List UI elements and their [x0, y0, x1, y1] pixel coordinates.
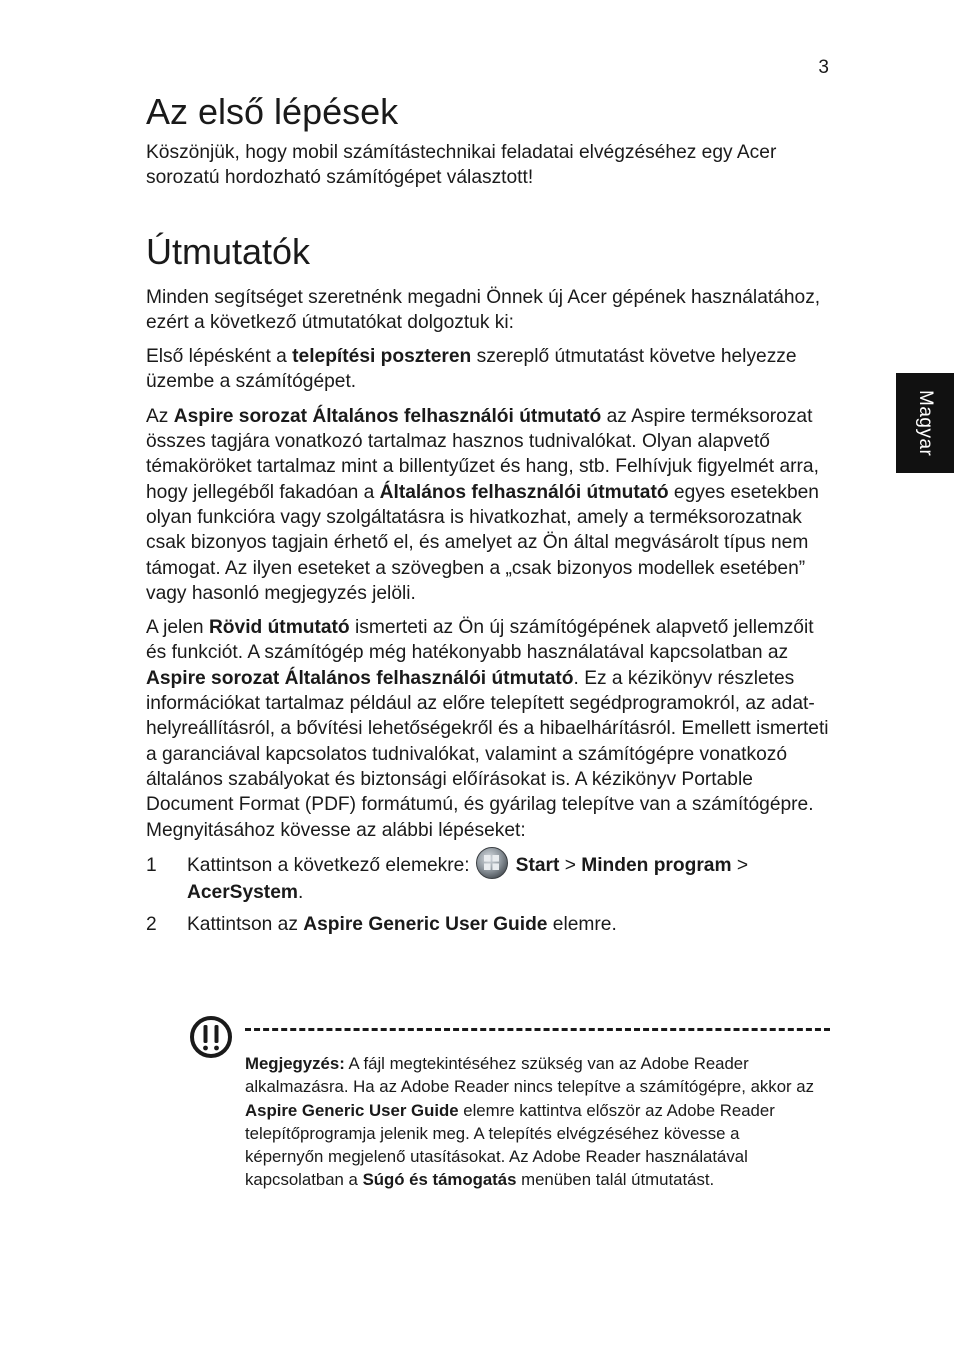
generic-guide-term: Aspire sorozat Általános felhasználói útmutató — [173, 405, 602, 427]
note-user-guide-term: Aspire Generic User Guide — [245, 1100, 459, 1120]
setup-poster-term: telepítési poszteren — [292, 346, 472, 368]
note-label: Megjegyzés: — [245, 1054, 345, 1073]
page-number: 3 — [818, 57, 829, 78]
windows-start-icon — [476, 847, 508, 879]
main-content — [146, 88, 836, 943]
help-support-term: Súgó és támogatás — [362, 1170, 517, 1190]
acersystem-term: AcerSystem — [187, 881, 298, 903]
section-title-guides: Útmutatók — [146, 230, 311, 272]
language-tab-label: Magyar — [915, 389, 936, 457]
page-title: Az első lépések — [146, 91, 399, 132]
quick-guide-term: Rövid útmutató — [208, 617, 350, 639]
note-text: Megjegyzés: A fájl megtekintéséhez szükség van az Adobe Reader alkalmazásra. Ha az Adobe Reader nincs telepítve a számítógépre, akkor az Aspire Generic User Guide elemre kattintva először az Adobe Reader telepítőprogramja jelenik meg. A telepítés elvégzéséhez kövesse a képernyőn megjelenő utasításokat. Az Adobe Reader használatával kapcsolatban a Súgó és támogatás menüben talál útmutatást. — [245, 1054, 814, 1190]
note-divider — [245, 1028, 830, 1031]
generic-guide-term-2: Aspire sorozat Általános felhasználói útmutató — [146, 667, 574, 689]
general-guide-term: Általános felhasználói útmutató — [379, 481, 669, 503]
list-item: 1 Kattintson a következő elemekre: Start > Minden program > AcerSystem. — [146, 852, 836, 906]
quick-guide-paragraph: A jelen Rövid útmutató ismerteti az Ön új számítógépének alapvető jellemzőit és funkciót. A számítógép még hatékonyabb használatával kapcsolatban az Aspire sorozat Általános felhasználói útmutató. Ez a kézikönyv részletes információkat tartalmaz például az előre telepített segédprogramokról, az adat-helyreállításról, a bővítési lehetőségekről és a hibaelhárításról. Emellett ismerteti a garanciával kapcsolatos tudnivalókat, valamint a számítógépre vonatkozó általános szabályokat és biztonsági előírásokat is. A kézikönyv Portable Document Format (PDF) formátumú, és gyárilag telepítve van a számítógépre. Megnyitásához kövesse az alábbi lépéseket: — [146, 617, 829, 841]
language-tab — [896, 373, 954, 473]
exclamation-circle-icon — [188, 1014, 234, 1060]
setup-poster-paragraph: Első lépésként a telepítési poszteren szereplő útmutatást követve helyezze üzembe a számítógépet. — [146, 346, 797, 393]
all-programs-term: Minden program — [581, 854, 732, 876]
start-term: Start — [515, 854, 560, 876]
step-number: 1 — [146, 854, 157, 876]
generic-guide-paragraph: Az Aspire sorozat Általános felhasználói útmutató az Aspire terméksorozat összes tagjára vonatkozó tartalmaz hasznos tudnivalókat. Olyan alapvető témaköröket tartalmaz mint a billentyűzet és hang, stb. Felhívjuk figyelmét arra, hogy jellegéből fakadóan a Általános felhasználói útmutató egyes esetekben olyan funkcióra vagy szolgáltatásra is hivatkozhat, amely a terméksorozatnak csak bizonyos tagjain érhető el, és amelyet az Ön által megvásárolt típus nem támogat. Az ilyen eseteket a szövegben a „csak bizonyos modellek esetében” vagy hasonló megjegyzés jelöli. — [146, 405, 819, 604]
guides-intro-paragraph: Minden segítséget szeretnénk megadni Önnek új Acer gépének használatához, ezért a következő útmutatókat dolgoztuk ki: — [146, 286, 821, 333]
user-guide-term: Aspire Generic User Guide — [303, 913, 548, 935]
intro-paragraph: Köszönjük, hogy mobil számítástechnikai feladatai elvégzéséhez egy Acer sorozatú hordozható számítógépet választott! — [146, 142, 777, 189]
list-item: 2 Kattintson az Aspire Generic User Guide elemre. — [146, 911, 836, 938]
step-number: 2 — [146, 913, 157, 935]
steps-list — [146, 852, 836, 938]
